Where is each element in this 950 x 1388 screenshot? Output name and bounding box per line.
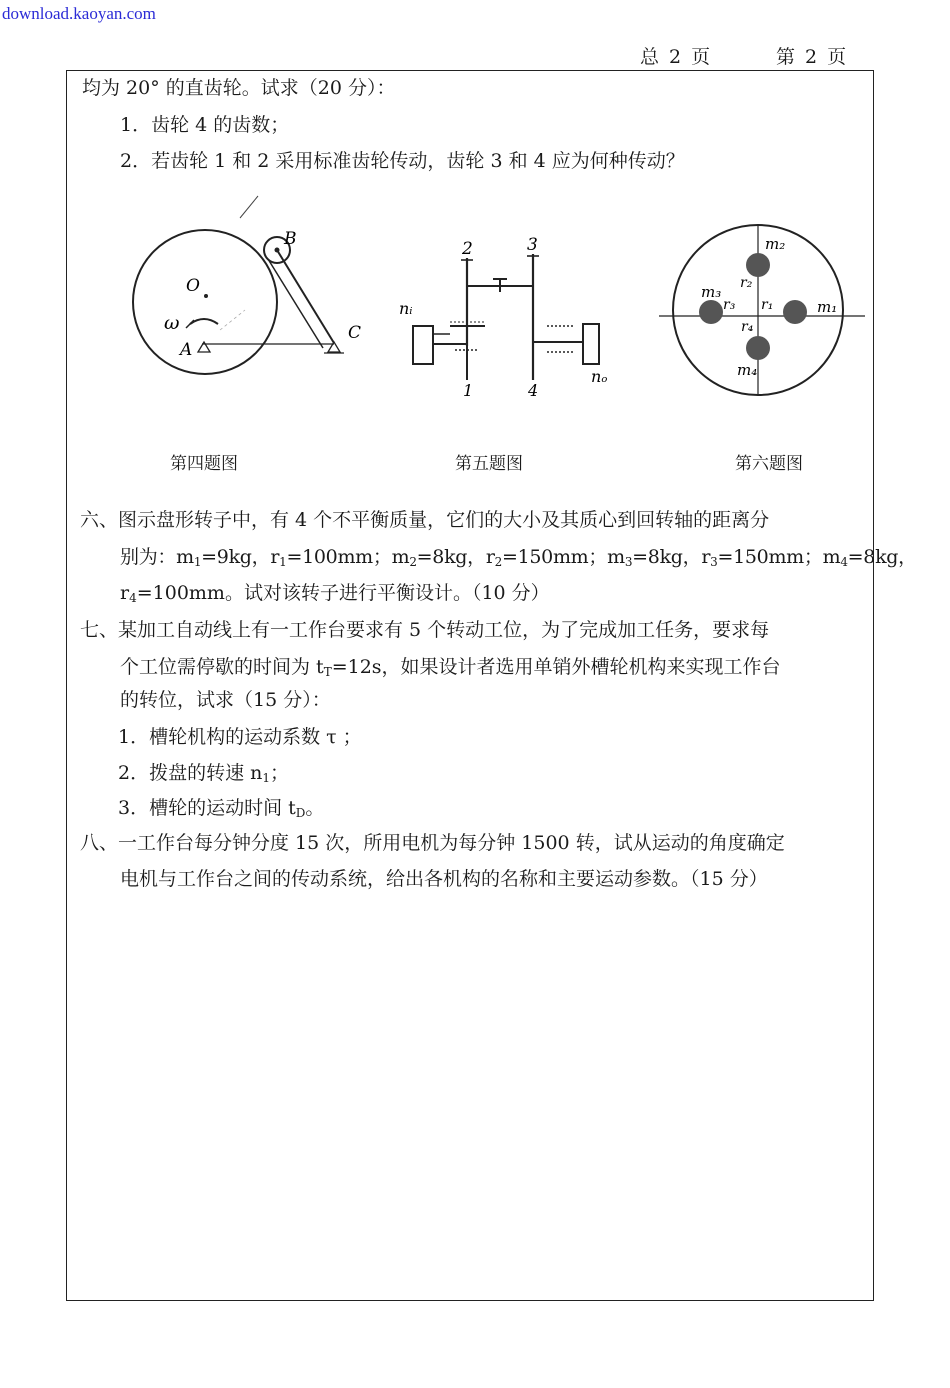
fig5-label-4: 4	[528, 381, 539, 400]
figure-6-diagram	[655, 215, 870, 405]
fig6-label-m4: m₄	[737, 361, 758, 379]
q8-line-2: 电机与工作台之间的传动系统，给出各机构的名称和主要运动参数。（15 分）	[120, 868, 768, 890]
figure-5-diagram	[395, 230, 635, 400]
q7-item-1: 1．槽轮机构的运动系数 τ ；	[118, 726, 362, 748]
q7-item-3: 3．槽轮的运动时间 $t_D$。	[118, 797, 325, 820]
q7-line-1: 七、某加工自动线上有一工作台要求有 5 个转动工位，为了完成加工任务，要求每	[80, 619, 770, 641]
fig6-label-r1: r₁	[761, 297, 774, 313]
source-url[interactable]: download.kaoyan.com	[2, 4, 156, 23]
q6-line-3: $r_4=100mm$。试对该转子进行平衡设计。（10 分）	[120, 582, 550, 605]
figure-4-diagram	[120, 190, 380, 380]
fig4-label-b: B	[284, 229, 297, 249]
page-total: 总 2 页	[640, 46, 713, 68]
fig6-label-r3: r₃	[723, 297, 736, 313]
fig6-label-m1: m₁	[817, 298, 838, 316]
fig5-label-ni: nᵢ	[399, 299, 413, 318]
fig4-label-omega: ω	[164, 312, 180, 334]
page-current: 第 2 页	[776, 46, 849, 68]
q7-item-2: 2．拨盘的转速 $n_1$；	[118, 762, 290, 785]
fig6-label-r4: r₄	[741, 319, 754, 335]
q5-intro: 均为 20° 的直齿轮。试求（20 分）：	[82, 77, 396, 99]
fig5-label-3: 3	[527, 235, 538, 255]
fig5-label-no: nₒ	[591, 367, 608, 386]
fig4-label-c: C	[348, 323, 362, 343]
q6-line-2: 别为：$m_1=9kg$，$r_1=100mm$；$m_2=8kg$，$r_2=150mm$；$m_3=8kg$，$r_3=150mm$；$m_4=8kg$，	[120, 546, 917, 569]
fig6-label-r2: r₂	[740, 275, 753, 291]
fig5-label-2: 2	[462, 239, 473, 259]
q5-item-1: 1．齿轮 4 的齿数；	[120, 114, 290, 136]
fig6-label-m3: m₃	[701, 283, 722, 301]
figure-5-caption: 第五题图	[455, 454, 523, 474]
q7-line-2: 个工位需停歇的时间为 $t_T=12s$，如果设计者选用单销外槽轮机构来实现工作台	[120, 656, 781, 679]
q6-line-1: 六、图示盘形转子中，有 4 个不平衡质量，它们的大小及其质心到回转轴的距离分	[80, 509, 770, 531]
figure-6-caption: 第六题图	[735, 454, 803, 474]
q5-item-2: 2．若齿轮 1 和 2 采用标准齿轮传动，齿轮 3 和 4 应为何种传动？	[120, 150, 685, 172]
fig4-label-a: A	[180, 340, 193, 360]
q7-line-3: 的转位，试求（15 分）：	[120, 689, 331, 711]
q8-line-1: 八、一工作台每分钟分度 15 次，所用电机为每分钟 1500 转，试从运动的角度确定	[80, 832, 785, 854]
fig5-label-1: 1	[463, 381, 474, 400]
fig4-label-o: O	[186, 276, 200, 296]
fig6-label-m2: m₂	[765, 235, 786, 253]
figure-4-caption: 第四题图	[170, 454, 238, 474]
